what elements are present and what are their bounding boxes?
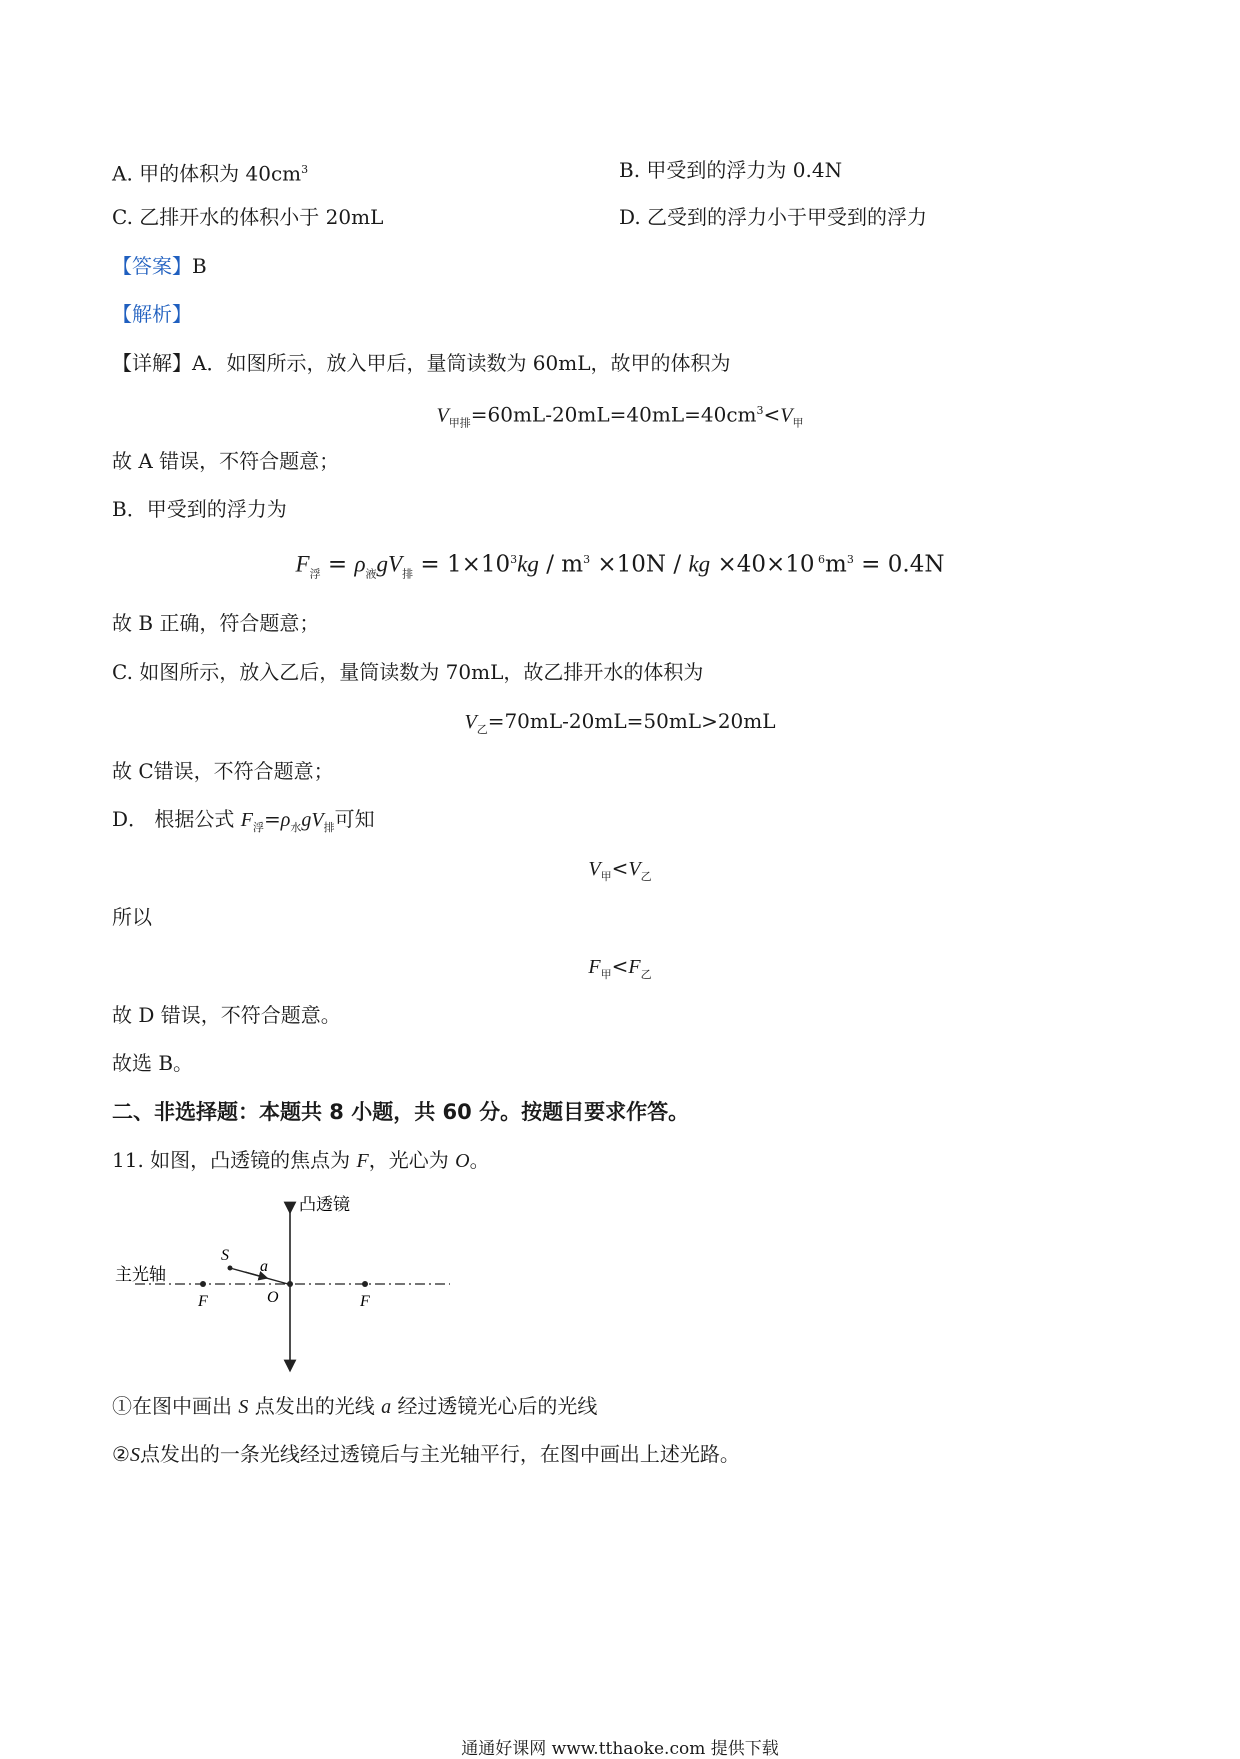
- label-f-right: F: [360, 1293, 370, 1310]
- option-b: B. 甲受到的浮力为 0.4N: [619, 158, 843, 182]
- lens-diagram: [105, 1188, 455, 1373]
- point-s: [228, 1266, 233, 1271]
- formula-a: $V_{甲排}=60mL-20mL=40mL=40cm^3<V_甲$: [436, 402, 804, 430]
- formula-d2: $F_甲<F_乙$: [588, 954, 652, 981]
- formula-c: $V_乙=70mL-20mL=50mL>20mL$: [464, 709, 776, 736]
- detail-d-text: D． 根据公式 $F_浮=\rho_水gV_排$可知: [112, 807, 375, 834]
- label-o: O: [267, 1289, 279, 1306]
- formula-b: $F_浮 = \rho_液gV_排 = 1\times 10^3kg / m^3 \times 10N$ / kg ×40×10 $^6m^3 = 0.4N$: [295, 551, 945, 581]
- detail-a-text: 【详解】A．如图所示，放入甲后，量筒读数为 60mL，故甲的体积为: [112, 351, 731, 375]
- focus-left: [200, 1281, 206, 1287]
- sub-question-1: ①在图中画出 S 点发出的光线 a 经过透镜光心后的光线: [112, 1394, 598, 1418]
- page-footer: 通通好课网 www.tthaoke.com 提供下载: [461, 1739, 779, 1759]
- label-s: S: [221, 1247, 229, 1264]
- question-11: 11. 如图，凸透镜的焦点为 F，光心为 O。: [112, 1148, 490, 1172]
- axis-label: 主光轴: [115, 1265, 166, 1285]
- formula-d1: $V_甲<V_乙$: [588, 856, 652, 883]
- analysis-label: 【解析】: [112, 302, 192, 326]
- final-answer: 故选 B。: [112, 1051, 194, 1075]
- label-a: a: [260, 1258, 268, 1275]
- conclusion-b: 故 B 正确，符合题意；: [112, 611, 320, 635]
- section-heading: 二、非选择题：本题共 8 小题，共 60 分。按题目要求作答。: [112, 1100, 690, 1124]
- so-text: 所以: [112, 905, 152, 929]
- option-d: D. 乙受到的浮力小于甲受到的浮力: [619, 205, 928, 229]
- label-f-left: F: [198, 1293, 208, 1310]
- option-a: A. 甲的体积为 $40cm^3$: [112, 161, 309, 186]
- focus-right: [362, 1281, 368, 1287]
- detail-c-text: C. 如图所示，放入乙后，量筒读数为 70mL，故乙排开水的体积为: [112, 660, 704, 684]
- conclusion-d: 故 D 错误，不符合题意。: [112, 1003, 341, 1027]
- option-c: C. 乙排开水的体积小于 20mL: [112, 205, 384, 229]
- conclusion-a: 故 A 错误，不符合题意；: [112, 449, 340, 473]
- detail-b-text: B．甲受到的浮力为: [112, 497, 287, 521]
- lens-label: 凸透镜: [299, 1195, 350, 1215]
- conclusion-c: 故 C错误，不符合题意；: [112, 759, 334, 783]
- answer: 【答案】B: [112, 254, 207, 278]
- optical-center: [287, 1281, 293, 1287]
- sub-question-2: ②S点发出的一条光线经过透镜后与主光轴平行，在图中画出上述光路。: [112, 1442, 740, 1466]
